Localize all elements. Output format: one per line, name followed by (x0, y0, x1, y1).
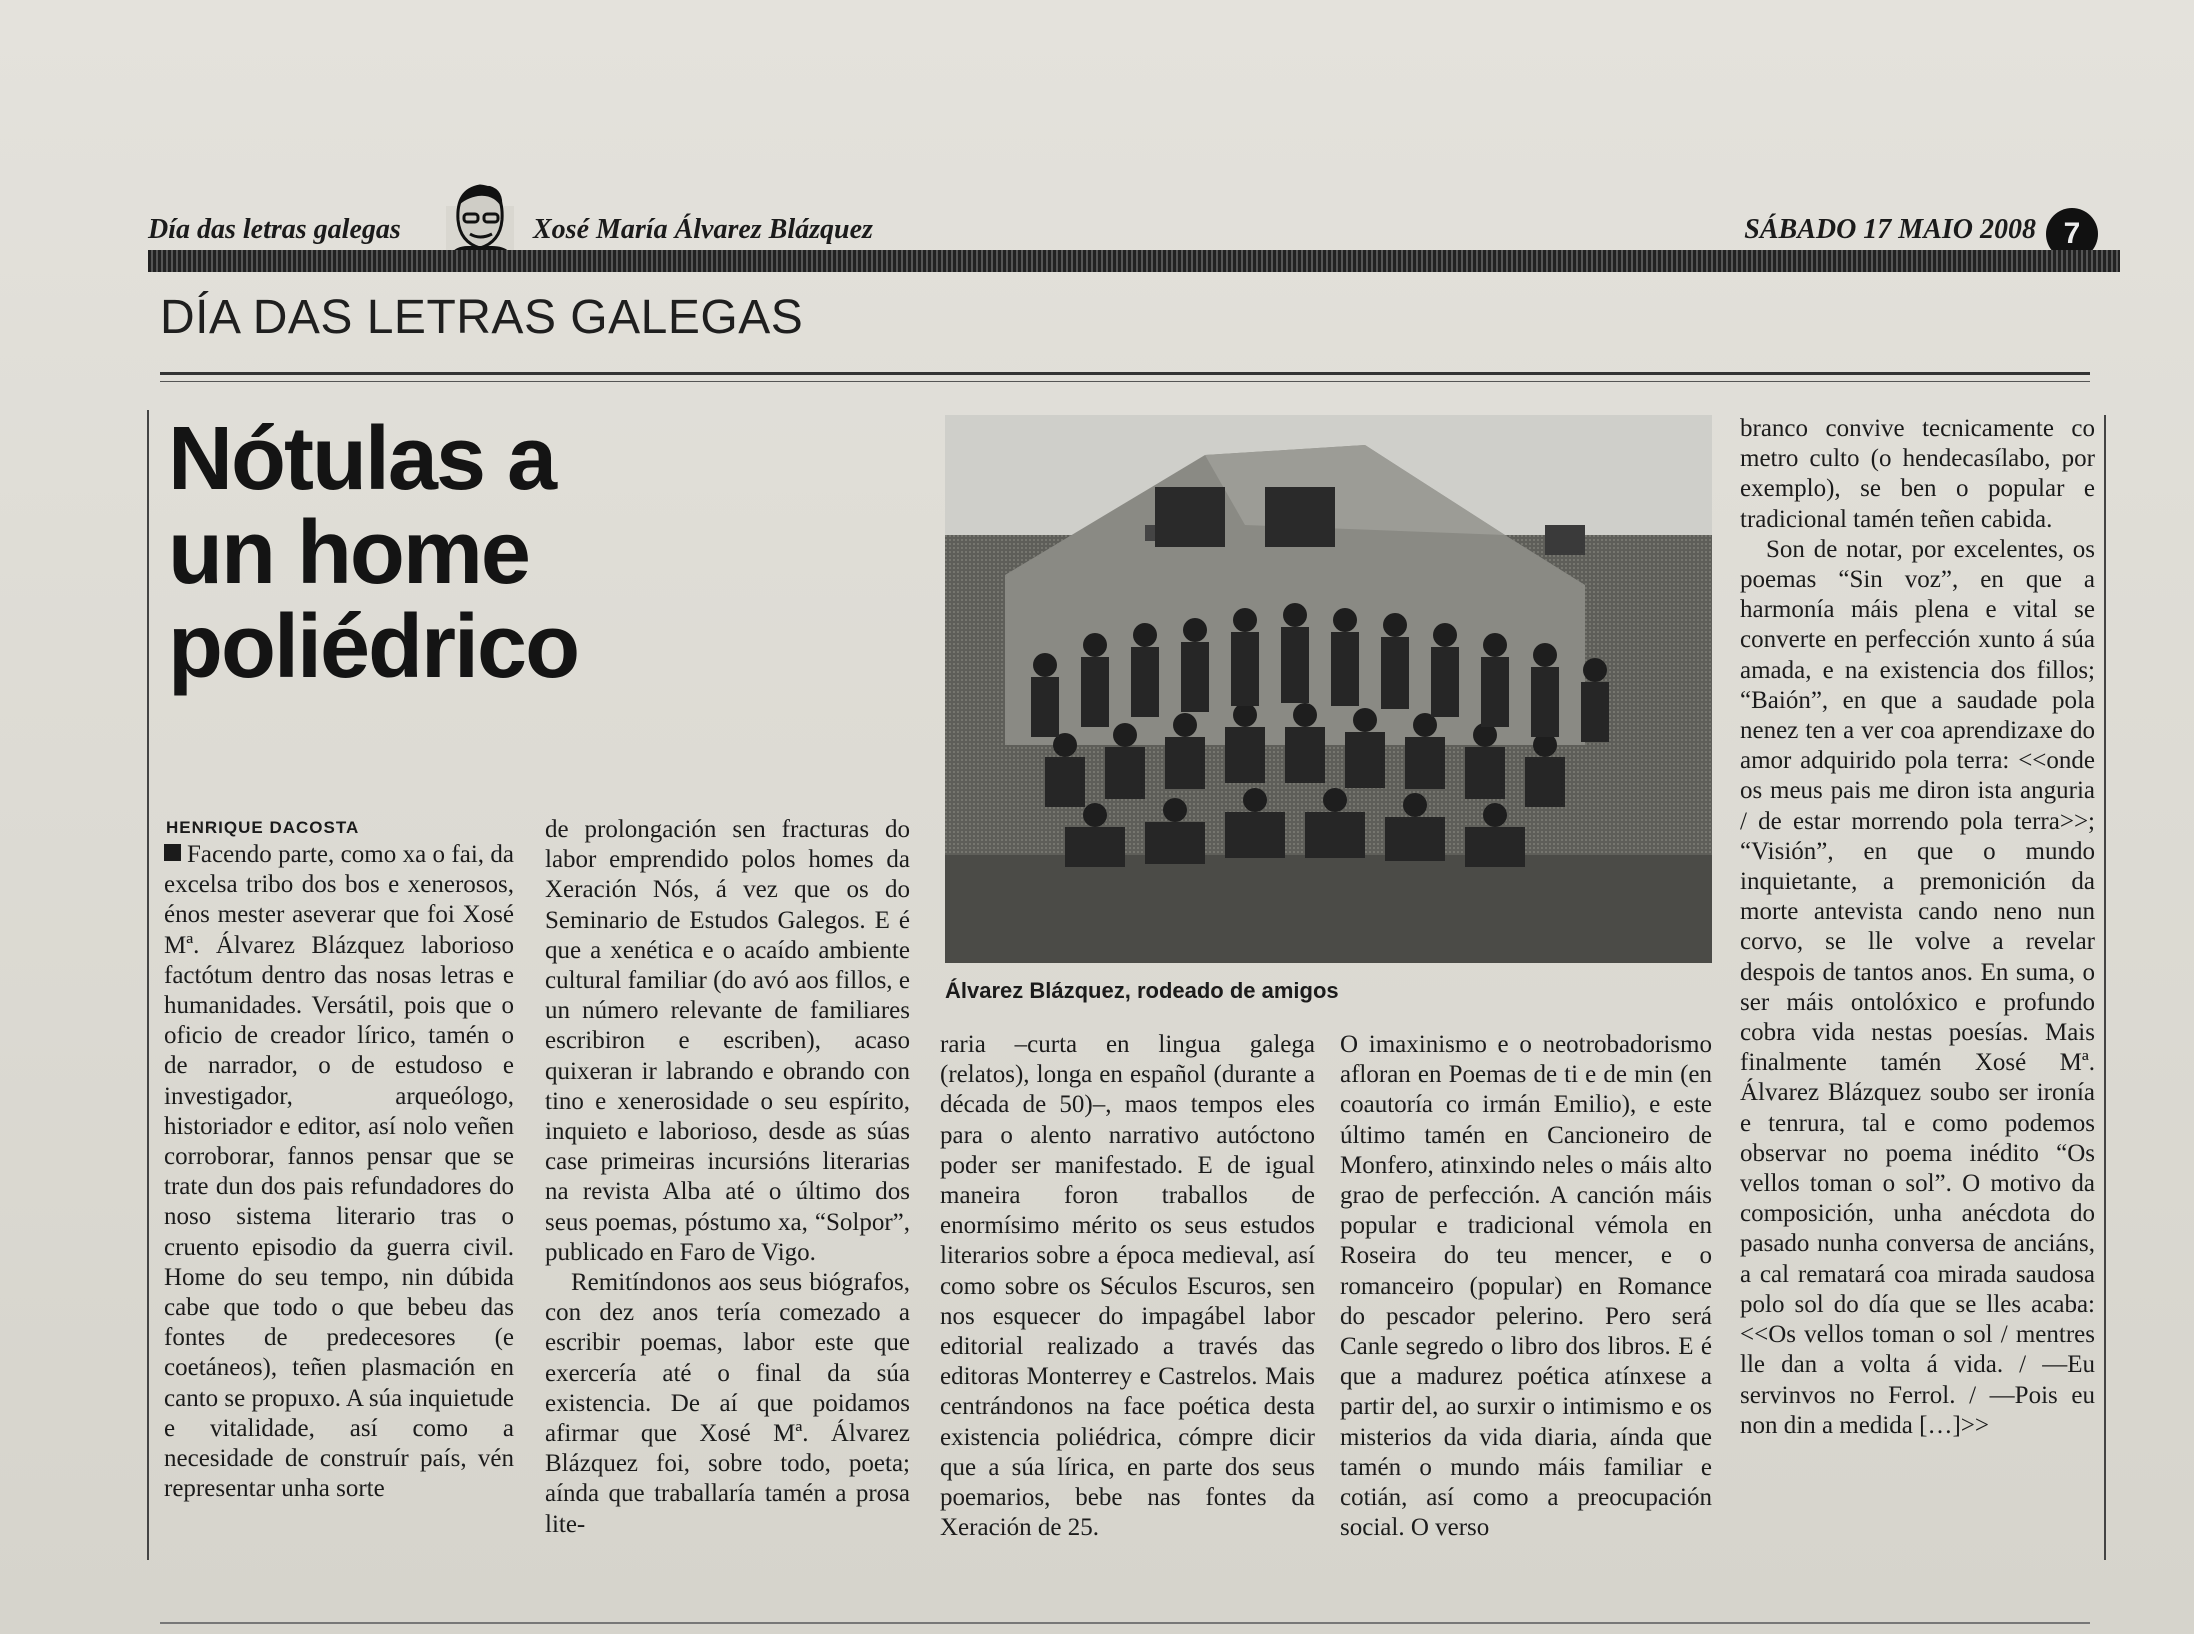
issue-date: SÁBADO 17 MAIO 2008 (1744, 214, 2036, 245)
title-line: un home (168, 503, 529, 603)
group-photo-image (945, 415, 1712, 963)
paragraph: O imaxinismo e o neotrobadorismo afloran en Poemas de ti e de min (en coautoría co irmán Emilio), e este último tamén en Cancioneiro de Monfero, atinxindo neles o máis alto grao de perfección. A canción máis popular e tradicional vémola en Roseira do teu mencer, e o romanceiro (popular) en Romance do pescador pelerino. Pero será Canle segredo o libro dos libros. E é que a madurez poética atínxese a partir del, ao surxir o intimismo e os misterios da vida diaria, aínda que tamén o mundo máis familiar e cotián, así como a preocupación social. O verso (1340, 1031, 1712, 1542)
paragraph: Facendo parte, como xa o fai, da excelsa tribo dos bos e xenerosos, énos mester aseverar que foi Xosé Mª. Álvarez Blázquez laborioso factótum dentro das nosas letras e humanidades. Versátil, pois que o oficio de creador lírico, tamén o de narrador, o de estudoso e investigador, arqueólogo, historiador e editor, así nolo veñen corroborar, fannos pensar que se trate dun dos pais refundadores do noso sistema literario tras o cruento episodio da guerra civil. Home do seu tempo, nin dúbida cabe que todo o que bebeu das fontes de predecesores (e coetáneos), teñen plasmación en canto se propuxo. A súa inquietude e vitalidade, así como a necesidade de construír país, vén representar unha sorte (164, 841, 514, 1503)
article-column-3 (940, 1030, 1315, 1543)
article-column-1 (164, 840, 514, 1504)
header-rule (148, 250, 2120, 272)
paragraph: raria –curta en lingua galega (relatos), longa en español (durante a década de 50)–, maos tempos eles para o alento narrativo autóctono poder ser manifestado. E de igual maneira foron traballos de enormísimo mérito os seus estudos literarios sobre a época medieval, así como sobre os Séculos Escuros, sen nos esquecer do impagábel labor editorial realizado a través das editoras Monterrey e Castrelos. Mais centrándonos na face poética desta existencia poliédrica, cómpre dicir que a súa lírica, en parte dos seus poemarios, bebe nas fontes da Xeración de 25. (940, 1031, 1315, 1542)
group-photo (945, 415, 1712, 963)
honoree-name: Xosé María Álvarez Blázquez (533, 214, 873, 245)
footer-rule (160, 1622, 2090, 1624)
paragraph: branco convive tecnicamente co metro culto (o hendecasílabo, por exemplo), se ben o popular e tradicional tamén teñen cabida. (1740, 415, 2095, 533)
page-number-badge: 7 (2046, 208, 2098, 260)
title-line: poliédrico (168, 597, 579, 697)
article-column-4 (1340, 1030, 1712, 1543)
series-title: Día das letras galegas (148, 214, 401, 245)
photo-caption: Álvarez Blázquez, rodeado de amigos (945, 978, 1339, 1003)
byline: HENRIQUE DACOSTA (166, 818, 360, 837)
article-column-2 (545, 815, 910, 1540)
paragraph: Remitíndonos aos seus biógrafos, con dez anos tería comezado a escribir poemas, labor este que exercería até o final da súa existencia. De aí que poidamos afirmar que Xosé Mª. Álvarez Blázquez foi, sobre todo, poeta; aínda que traballaría tamén a prosa lite- (545, 1269, 910, 1538)
article-title (168, 409, 579, 697)
article-column-5 (1740, 414, 2095, 1441)
section-rule (160, 372, 2090, 375)
portrait-illustration-icon (438, 176, 522, 260)
lead-square-icon (164, 844, 181, 861)
section-heading: DÍA DAS LETRAS GALEGAS (160, 291, 804, 344)
title-line: Nótulas a (168, 409, 556, 509)
paragraph: Son de notar, por excelentes, os poemas “Sin voz”, en que a harmonía máis plena e vital se converte en perfección xunto á súa amada, e na existencia dos fillos; “Baión”, en que a saudade pola nenez ten a ver coa aprendizaxe do amor adquirido pola terra: <<onde os meus pais me diron ista anguria / de estar morrendo pola terra>>; “Visión”, en que o mundo inquietante, a premonición da morte antevista cando neno nun corvo, se lle volve a revelar despois de tantos anos. En suma, o ser máis ontolóxico e profundo cobra vida nestas poesías. Mais finalmente tamén Xosé Mª. Álvarez Blázquez soubo ser ironía e tenrura, tal e como podemos observar no poema inédito “Os vellos toman o sol”. O motivo da composición, unha anécdota do pasado nunha conversa de anciáns, a cal rematará coa mirada saudosa polo sol do día que se lles acaba: <<Os vellos toman o sol / mentres lle dan a volta á vida. / —Eu servinvos no Ferrol. / —Pois eu non din a medida […]>> (1740, 535, 2095, 1439)
left-column-rule (147, 410, 149, 1560)
section-rule-secondary (160, 381, 2090, 382)
right-column-rule (2104, 415, 2106, 1560)
paragraph: de prolongación sen fracturas do labor emprendido polos homes da Xeración Nós, á vez que os do Seminario de Estudos Galegos. E é que a xenética e o acaído ambiente cultural familiar (do avó aos fillos, e un número relevante de familiares escribiron e escriben), acaso quixeran ir labrando e obrando con tino e xenerosidade o seu espírito, inquieto e laborioso, desde as súas case primeiras incursións literarias na revista Alba até o último dos seus poemas, póstumo xa, “Solpor”, publicado en Faro de Vigo. (545, 816, 910, 1266)
